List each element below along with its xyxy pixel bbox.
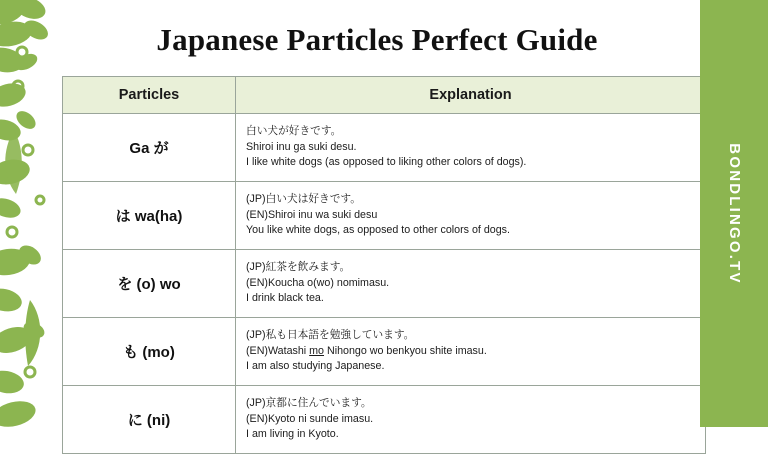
particle-label: Ga が	[63, 114, 236, 182]
explanation-line-en: I like white dogs (as opposed to liking other colors of dogs).	[246, 156, 527, 169]
column-header-particles: Particles	[63, 77, 236, 114]
explanation-line-romaji: (EN)Koucha o(wo) nomimasu.	[246, 276, 390, 289]
table-header-row	[63, 77, 706, 114]
explanation-line-romaji: (EN)Kyoto ni sunde imasu.	[246, 412, 374, 425]
explanation-line-jp: (JP)京都に住んでいます。	[246, 397, 372, 410]
highlighted-particle-mo: mo	[309, 344, 325, 357]
explanation-line-en: I drink black tea.	[246, 292, 324, 305]
table-row	[63, 114, 706, 182]
particle-explanation	[236, 386, 706, 454]
table-body	[63, 114, 706, 454]
explanation-line-en: You like white dogs, as opposed to other colors of dogs.	[246, 224, 510, 237]
brand-sidebar-label: BONDLINGO.TV	[725, 142, 743, 285]
particle-explanation	[236, 182, 706, 250]
table-row	[63, 250, 706, 318]
explanation-line-en: I am living in Kyoto.	[246, 428, 339, 441]
explanation-line-jp: (JP)私も日本語を勉強しています。	[246, 329, 415, 342]
explanation-line-romaji: (EN)Shiroi inu wa suki desu	[246, 208, 378, 221]
particle-explanation	[236, 250, 706, 318]
column-header-explanation: Explanation	[236, 77, 706, 114]
particles-table-container	[62, 76, 687, 454]
table-header	[63, 77, 706, 114]
particle-label: を (o) wo	[63, 250, 236, 318]
particle-label: は wa(ha)	[63, 182, 236, 250]
table-row	[63, 386, 706, 454]
particle-label: も (mo)	[63, 318, 236, 386]
particles-table	[62, 76, 706, 454]
particle-explanation	[236, 114, 706, 182]
foliage-decoration-icon	[0, 0, 70, 427]
explanation-line-jp: (JP)白い犬は好きです。	[246, 193, 361, 206]
table-row	[63, 318, 706, 386]
table-row	[63, 182, 706, 250]
explanation-line-romaji: (EN)Watashi mo Nihongo wo benkyou shite imasu.	[246, 344, 487, 357]
brand-sidebar	[700, 0, 768, 427]
explanation-line-romaji: Shiroi inu ga suki desu.	[246, 140, 357, 153]
explanation-line-en: I am also studying Japanese.	[246, 360, 385, 373]
page-title: Japanese Particles Perfect Guide	[156, 22, 598, 57]
explanation-line-jp: (JP)紅茶を飲みます。	[246, 261, 351, 274]
particle-explanation	[236, 318, 706, 386]
particle-label: に (ni)	[63, 386, 236, 454]
explanation-line-jp: 白い犬が好きです。	[246, 125, 342, 138]
